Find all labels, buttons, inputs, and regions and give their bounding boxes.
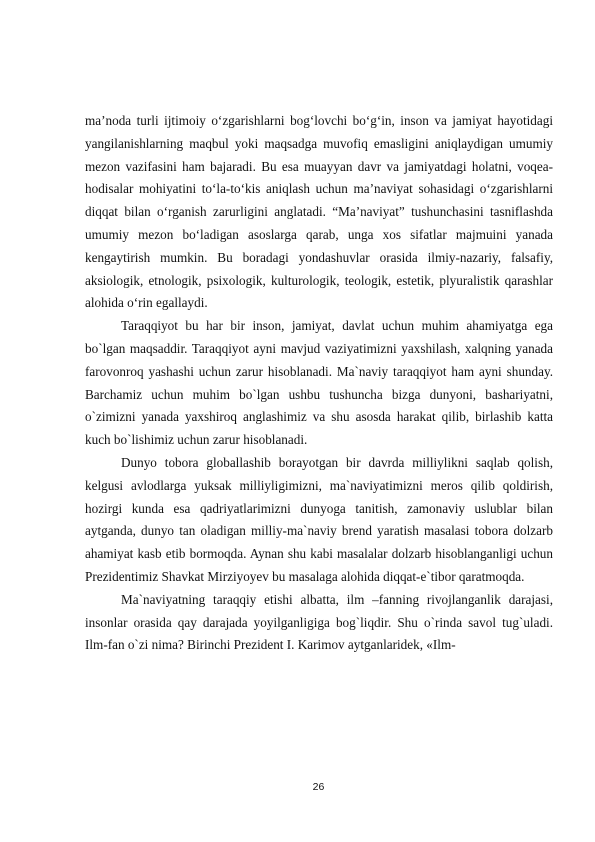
paragraph-continuation: ma’noda turli ijtimoiy o‘zgarishlarni bog‘lovchi bo‘g‘in, inson va jamiyat hayotidagi yangilanishlarning maqbul yoki maqsadga muvofiq emasligini aniqlaydigan umumiy mezon vazifasini ham bajaradi. Bu esa muayyan davr va jamiyatdagi holatni, voqea-hodisalar mohiyatini to‘la-to‘kis aniqlash uchun ma’naviyat sohasidagi o‘zgarishlarni diqqat bilan o‘rganish zarurligini anglatadi. “Ma’naviyat” tushunchasini tasniflashda umumiy mezon bo‘ladigan asoslarga qarab, unga xos sifatlar majmuini yanada kengaytirish mumkin. Bu boradagi yondashuvlar orasida ilmiy-nazariy, falsafiy, aksiologik, etnologik, psixologik, kulturologik, teologik, estetik, plyuralistik qarashlar alohida o‘rin egallaydi. [85, 113, 553, 311]
body-text [85, 110, 553, 657]
page-number: 26 [312, 781, 325, 793]
paragraph-ilm-fan: Ma`naviyatning taraqqiy etishi albatta, ilm –fanning rivojlanganlik darajasi, insonlar orasida qay darajada yoyilganligiga bog`liqdir. Shu o`rinda savol tug`uladi. Ilm-fan o`zi nima? Birinchi Prezident I. Karimov aytganlaridek, «Ilm- [85, 591, 553, 653]
paragraph-taraqqiyot: Taraqqiyot bu har bir inson, jamiyat, davlat uchun muhim ahamiyatga ega bo`lgan maqsaddir. Taraqqiyot ayni mavjud vaziyatimizni yaxshilash, xalqning yanada farovonroq yashashi uchun zarur hisoblanadi. Ma`naviy taraqqiyot ham ayni shunday. Barchamiz uchun muhim bo`lgan ushbu tushuncha bizga dunyoni, bashariyatni, o`zimizni yanada yaxshiroq anglashimiz va shu asosda harakat qilib, birlashib katta kuch bo`lishimiz uchun zarur hisoblanadi. [85, 318, 553, 448]
paragraph-globallashuv: Dunyo tobora globallashib borayotgan bir davrda milliylikni saqlab qolish, kelgusi avlodlarga yuksak milliyligimizni, ma`naviyatimizni meros qilib qoldirish, hozirgi kunda esa qadriyatlarimizni dunyoga tanitish, zamonaviy uslublar bilan aytganda, dunyo tan oladigan milliy-ma`naviy brend yaratish masalasi tobora dolzarb ahamiyat kasb etib bormoqda. Aynan shu kabi masalalar dolzarb hisoblanganligi uchun Prezidentimiz Shavkat Mirziyoyev bu masalaga alohida diqqat-e`tibor qaratmoqda. [85, 454, 553, 584]
